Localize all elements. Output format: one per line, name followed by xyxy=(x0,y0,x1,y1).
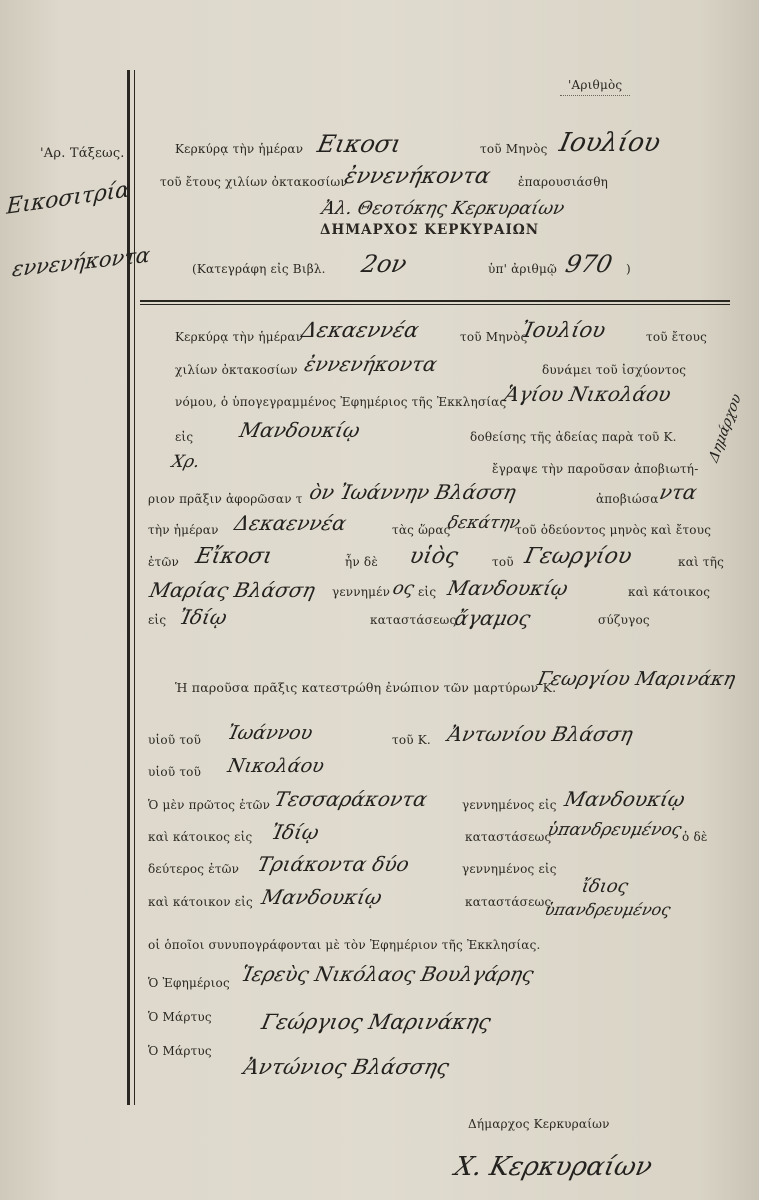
body-line10-hw: Ἰδίῳ xyxy=(177,605,230,629)
witness1-label: Ὁ Μάρτυς xyxy=(148,1010,212,1024)
body-line8-c: τοῦ xyxy=(492,555,514,569)
body-line10-a: εἰς xyxy=(148,613,167,627)
top-line1-prefix: Κερκύρᾳ τὴν ἡμέραν xyxy=(175,142,304,156)
witness-line6-hw: Τριάκοντα δύο xyxy=(255,852,412,876)
witness-line6-a: δεύτερος ἐτῶν xyxy=(148,862,240,876)
top-line1-month-label: τοῦ Μηνὸς xyxy=(480,142,548,156)
priest-label: Ὁ Ἐφημέριος xyxy=(148,976,230,990)
body-line4-a: εἰς xyxy=(175,430,194,444)
margin-handwritten-2: εννενήκοντα xyxy=(11,242,152,282)
witness-line4-a: Ὁ μὲν πρῶτος ἐτῶν xyxy=(148,798,271,812)
register-number-label: ὑπ' ἀριθμῷ xyxy=(488,262,557,276)
witness-line4-b: γεννημένος εἰς xyxy=(462,798,557,812)
body-line7-c: τοῦ ὀδεύοντος μηνὸς καὶ ἔτους xyxy=(515,523,712,537)
top-line1-month: Ιουλίου xyxy=(556,128,664,158)
register-close: ) xyxy=(626,262,631,276)
witness-line7-hw2: ὑπανδρευμένος xyxy=(542,900,673,919)
body-line1-hw: Δεκαεννέα xyxy=(299,318,422,342)
body-line6-hw: ὸν Ἰωάννην Βλάσση xyxy=(307,480,519,504)
body-line8-hw2: υἱὸς xyxy=(407,544,461,569)
witness-line2-a: υἱοῦ τοῦ xyxy=(148,733,202,747)
body-line10-b: καταστάσεως xyxy=(370,613,457,627)
witness-line5-c: ὁ δὲ xyxy=(682,830,708,844)
witness-line4-hw2: Μανδουκίῳ xyxy=(562,787,688,811)
witness-line7-a: καὶ κάτοικον εἰς xyxy=(148,895,253,909)
witness-line2-hw: Ἰωάννου xyxy=(225,722,315,744)
body-line6-a: ριον πρᾶξιν ἀφορῶσαν τ xyxy=(148,492,303,506)
body-line9-hw2: ος xyxy=(390,578,417,599)
body-line9-d: καὶ κάτοικος xyxy=(628,585,711,599)
sign-line: οἱ ὁποῖοι συνυπογράφονται μὲ τὸν Ἐφημέριον τῆς Ἐκκλησίας. xyxy=(148,938,541,952)
witness-line5-hw: Ἰδίῳ xyxy=(269,820,322,844)
witness-line5-hw2: ὑπανδρευμένος xyxy=(545,820,684,840)
witness-line2-hw2: Ἀντωνίου Βλάσση xyxy=(445,722,636,746)
witness-line5-b: καταστάσεως xyxy=(465,830,552,844)
body-line1-hw2: Ἰουλίου xyxy=(519,318,608,342)
body-line1-a: Κερκύρᾳ τὴν ἡμέραν xyxy=(175,330,304,344)
witness-line6-b: γεννημένος εἰς xyxy=(462,862,557,876)
body-line7-a: τὴν ἡμέραν xyxy=(148,523,219,537)
register-number: 970 xyxy=(563,250,615,278)
body-line6-b: ἀποβιώσα xyxy=(596,492,659,506)
section-separator-thin xyxy=(140,304,730,305)
body-line3-a: νόμου, ὁ ὑπογεγραμμένος Ἐφημέριος τῆς Ἐκκλησίας xyxy=(175,395,507,409)
body-line10-c: σύζυγος xyxy=(598,613,650,627)
witness2-label: Ὁ Μάρτυς xyxy=(148,1044,212,1058)
register-prefix: (Κατεγράφη εἰς Βιβλ. xyxy=(192,262,326,276)
body-line3-hw: Ἁγίου Νικολάου xyxy=(502,382,674,406)
witness-line4-hw: Τεσσαράκοντα xyxy=(272,787,430,811)
top-line2-suffix: ἐπαρουσιάσθη xyxy=(518,175,609,189)
witness-line1-hw: Γεωργίου Μαρινάκη xyxy=(535,668,738,690)
witness-line7-b: καταστάσεως xyxy=(465,895,552,909)
top-line1-day: Εικοσι xyxy=(315,130,404,158)
body-line7-b: τὰς ὥρας xyxy=(392,523,451,537)
vertical-rule-inner xyxy=(134,70,135,1105)
witness-line5-a: καὶ κάτοικος εἰς xyxy=(148,830,253,844)
body-line1-c: τοῦ ἔτους xyxy=(646,330,708,344)
register-book: 2ον xyxy=(359,250,410,278)
official-handwritten: Ἀλ. Θεοτόκης Κερκυραίων xyxy=(319,198,567,219)
body-line2-a: χιλίων ὀκτακοσίων xyxy=(175,363,298,377)
body-line10-hw2: ἄγαμος xyxy=(452,606,533,630)
body-line5-b: ἔγραψε τὴν παροῦσαν ἀποβιωτή- xyxy=(492,462,699,476)
witness-line7-hw3: ἴδιος xyxy=(579,876,631,897)
body-line8-a: ἐτῶν xyxy=(148,555,179,569)
body-line1-b: τοῦ Μηνὸς xyxy=(460,330,528,344)
body-line8-b: ἦν δὲ xyxy=(345,555,378,569)
body-line8-hw3: Γεωργίου xyxy=(522,544,635,569)
section-separator xyxy=(140,300,730,302)
mayor-label: Δήμαρχος Κερκυραίων xyxy=(468,1117,610,1131)
witness1-signature: Γεώργιος Μαρινάκης xyxy=(259,1010,494,1034)
body-line8-d: καὶ τῆς xyxy=(678,555,725,569)
body-line9-c: εἰς xyxy=(418,585,437,599)
body-line2-hw: ἐννενήκοντα xyxy=(302,352,440,376)
document-title: ΔΗΜΑΡΧΟΣ ΚΕΡΚΥΡΑΙΩΝ xyxy=(320,222,540,238)
body-line6-hw2: ντα xyxy=(657,480,700,504)
body-line9-hw: Μαρίας Βλάσση xyxy=(147,578,318,602)
witness-line2-b: τοῦ Κ. xyxy=(392,733,431,747)
witness2-signature: Ἀντώνιος Βλάσσης xyxy=(241,1055,452,1079)
body-line4-hw2: Δημάρχου xyxy=(706,390,745,466)
vertical-rule-outer xyxy=(127,70,130,1105)
order-number-label: 'Αρ. Τάξεως. xyxy=(40,146,125,161)
number-label: 'Αριθμὸς xyxy=(568,78,623,92)
body-line8-hw: Εἴκοσι xyxy=(193,544,275,569)
body-line9-b: γεννημέν xyxy=(332,585,391,599)
witness-line1-a: Ἡ παροῦσα πρᾶξις κατεστρώθη ἐνώπιον τῶν μαρτύρων Κ. xyxy=(175,680,557,695)
body-line7-hw2: δεκάτην xyxy=(445,513,523,533)
body-line5-hw: Χρ. xyxy=(169,452,202,472)
witness-line3-hw: Νικολάου xyxy=(225,755,327,777)
number-line xyxy=(560,95,630,96)
body-line9-hw3: Μανδουκίῳ xyxy=(445,576,571,600)
top-line2-prefix: τοῦ ἔτους χιλίων ὀκτακοσίων xyxy=(160,175,348,189)
body-line2-b: δυνάμει τοῦ ἰσχύοντος xyxy=(542,363,687,377)
body-line4-b: δοθείσης τῆς ἀδείας παρὰ τοῦ Κ. xyxy=(470,430,677,444)
margin-handwritten-1: Εικοσιτρία xyxy=(5,177,131,220)
body-line7-hw: Δεκαεννέα xyxy=(232,511,349,535)
body-line4-hw: Μανδουκίῳ xyxy=(237,418,363,442)
top-line2-year: ἐννενήκοντα xyxy=(342,164,493,189)
witness-line3-a: υἱοῦ τοῦ xyxy=(148,765,202,779)
mayor-signature: Χ. Κερκυραίων xyxy=(451,1152,655,1182)
priest-signature: Ἱερεὺς Νικόλαος Βουλγάρης xyxy=(239,962,536,986)
witness-line7-hw: Μανδουκίῳ xyxy=(259,885,385,909)
